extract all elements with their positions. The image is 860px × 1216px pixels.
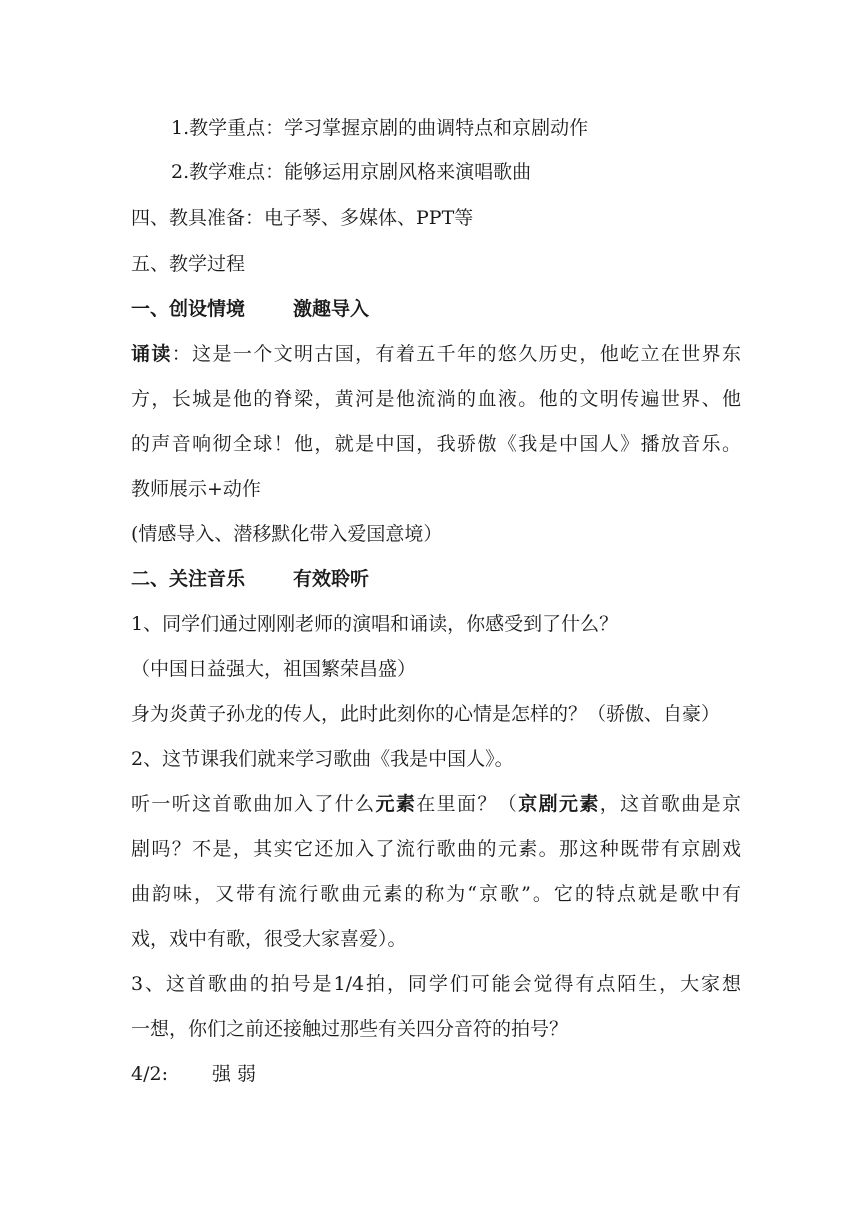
recital-paragraph-line-3: 的声音响彻全球！他，就是中国，我骄傲《我是中国人》播放音乐。	[131, 433, 741, 455]
teaching-aids: 四、教具准备：电子琴、多媒体、PPT等	[131, 207, 474, 229]
listening-paragraph-line-4: 戏，戏中有歌，很受大家喜爱）。	[131, 928, 407, 950]
section-one-title: 一、创设情境	[131, 298, 246, 320]
listening-paragraph-line-1	[131, 792, 741, 816]
question-1: 1、同学们通过刚刚老师的演唱和诵读，你感受到了什么？	[131, 613, 619, 635]
listening-paragraph-line-3: 曲韵味，又带有流行歌曲元素的称为“京歌”。它的特点就是歌中有	[131, 883, 741, 905]
recital-text: ：这是一个文明古国，有着五千年的悠久历史，他屹立在世界东	[171, 343, 741, 365]
peking-opera-element-keyword: 京剧元素	[518, 793, 600, 815]
listening-paragraph-line-2: 剧吗？不是，其实它还加入了流行歌曲的元素。那这种既带有京剧戏	[131, 838, 741, 860]
section-two-subtitle: 有效聆听	[293, 568, 370, 590]
listening-text-a: 听一听这首歌曲加入了什么	[131, 793, 376, 815]
teacher-demo: 教师展示+动作	[131, 478, 261, 500]
teaching-difficulty: 2.教学难点：能够运用京剧风格来演唱歌曲	[171, 161, 532, 183]
element-keyword: 元素	[375, 793, 417, 815]
recital-paragraph-line-1	[131, 342, 741, 366]
teaching-focus: 1.教学重点：学习掌握京剧的曲调特点和京剧动作	[171, 117, 589, 139]
listening-text-c: 在里面？（	[416, 793, 519, 815]
section-two-title: 二、关注音乐	[131, 568, 246, 590]
listening-text-e: ，这首歌曲是京	[599, 793, 741, 815]
section-one-heading	[131, 297, 741, 321]
recital-paragraph-line-2: 方，长城是他的脊梁，黄河是他流淌的血液。他的文明传遍世界、他	[131, 388, 741, 410]
question-3-line-1: 3、这首歌曲的拍号是1/4拍，同学们可能会觉得有点陌生，大家想	[131, 973, 741, 995]
time-signature: 4/2:	[131, 1063, 168, 1085]
question-3-line-2: 一想，你们之前还接触过那些有关四分音符的拍号？	[131, 1018, 569, 1040]
section-two-heading	[131, 567, 741, 591]
question-2: 2、这节课我们就来学习歌曲《我是中国人》。	[131, 748, 514, 770]
recital-label: 诵读	[131, 343, 172, 365]
section-five-heading: 五、教学过程	[131, 253, 246, 275]
emotion-note: (情感导入、潜移默化带入爱国意境）	[131, 523, 443, 545]
time-signature-row	[131, 1062, 741, 1086]
beat-pattern: 强 弱	[211, 1063, 257, 1085]
answer-1: （中国日益强大，祖国繁荣昌盛）	[131, 658, 417, 680]
section-one-subtitle: 激趣导入	[293, 298, 370, 320]
question-feeling: 身为炎黄子孙龙的传人，此时此刻你的心情是怎样的？（骄傲、自豪）	[131, 703, 721, 725]
